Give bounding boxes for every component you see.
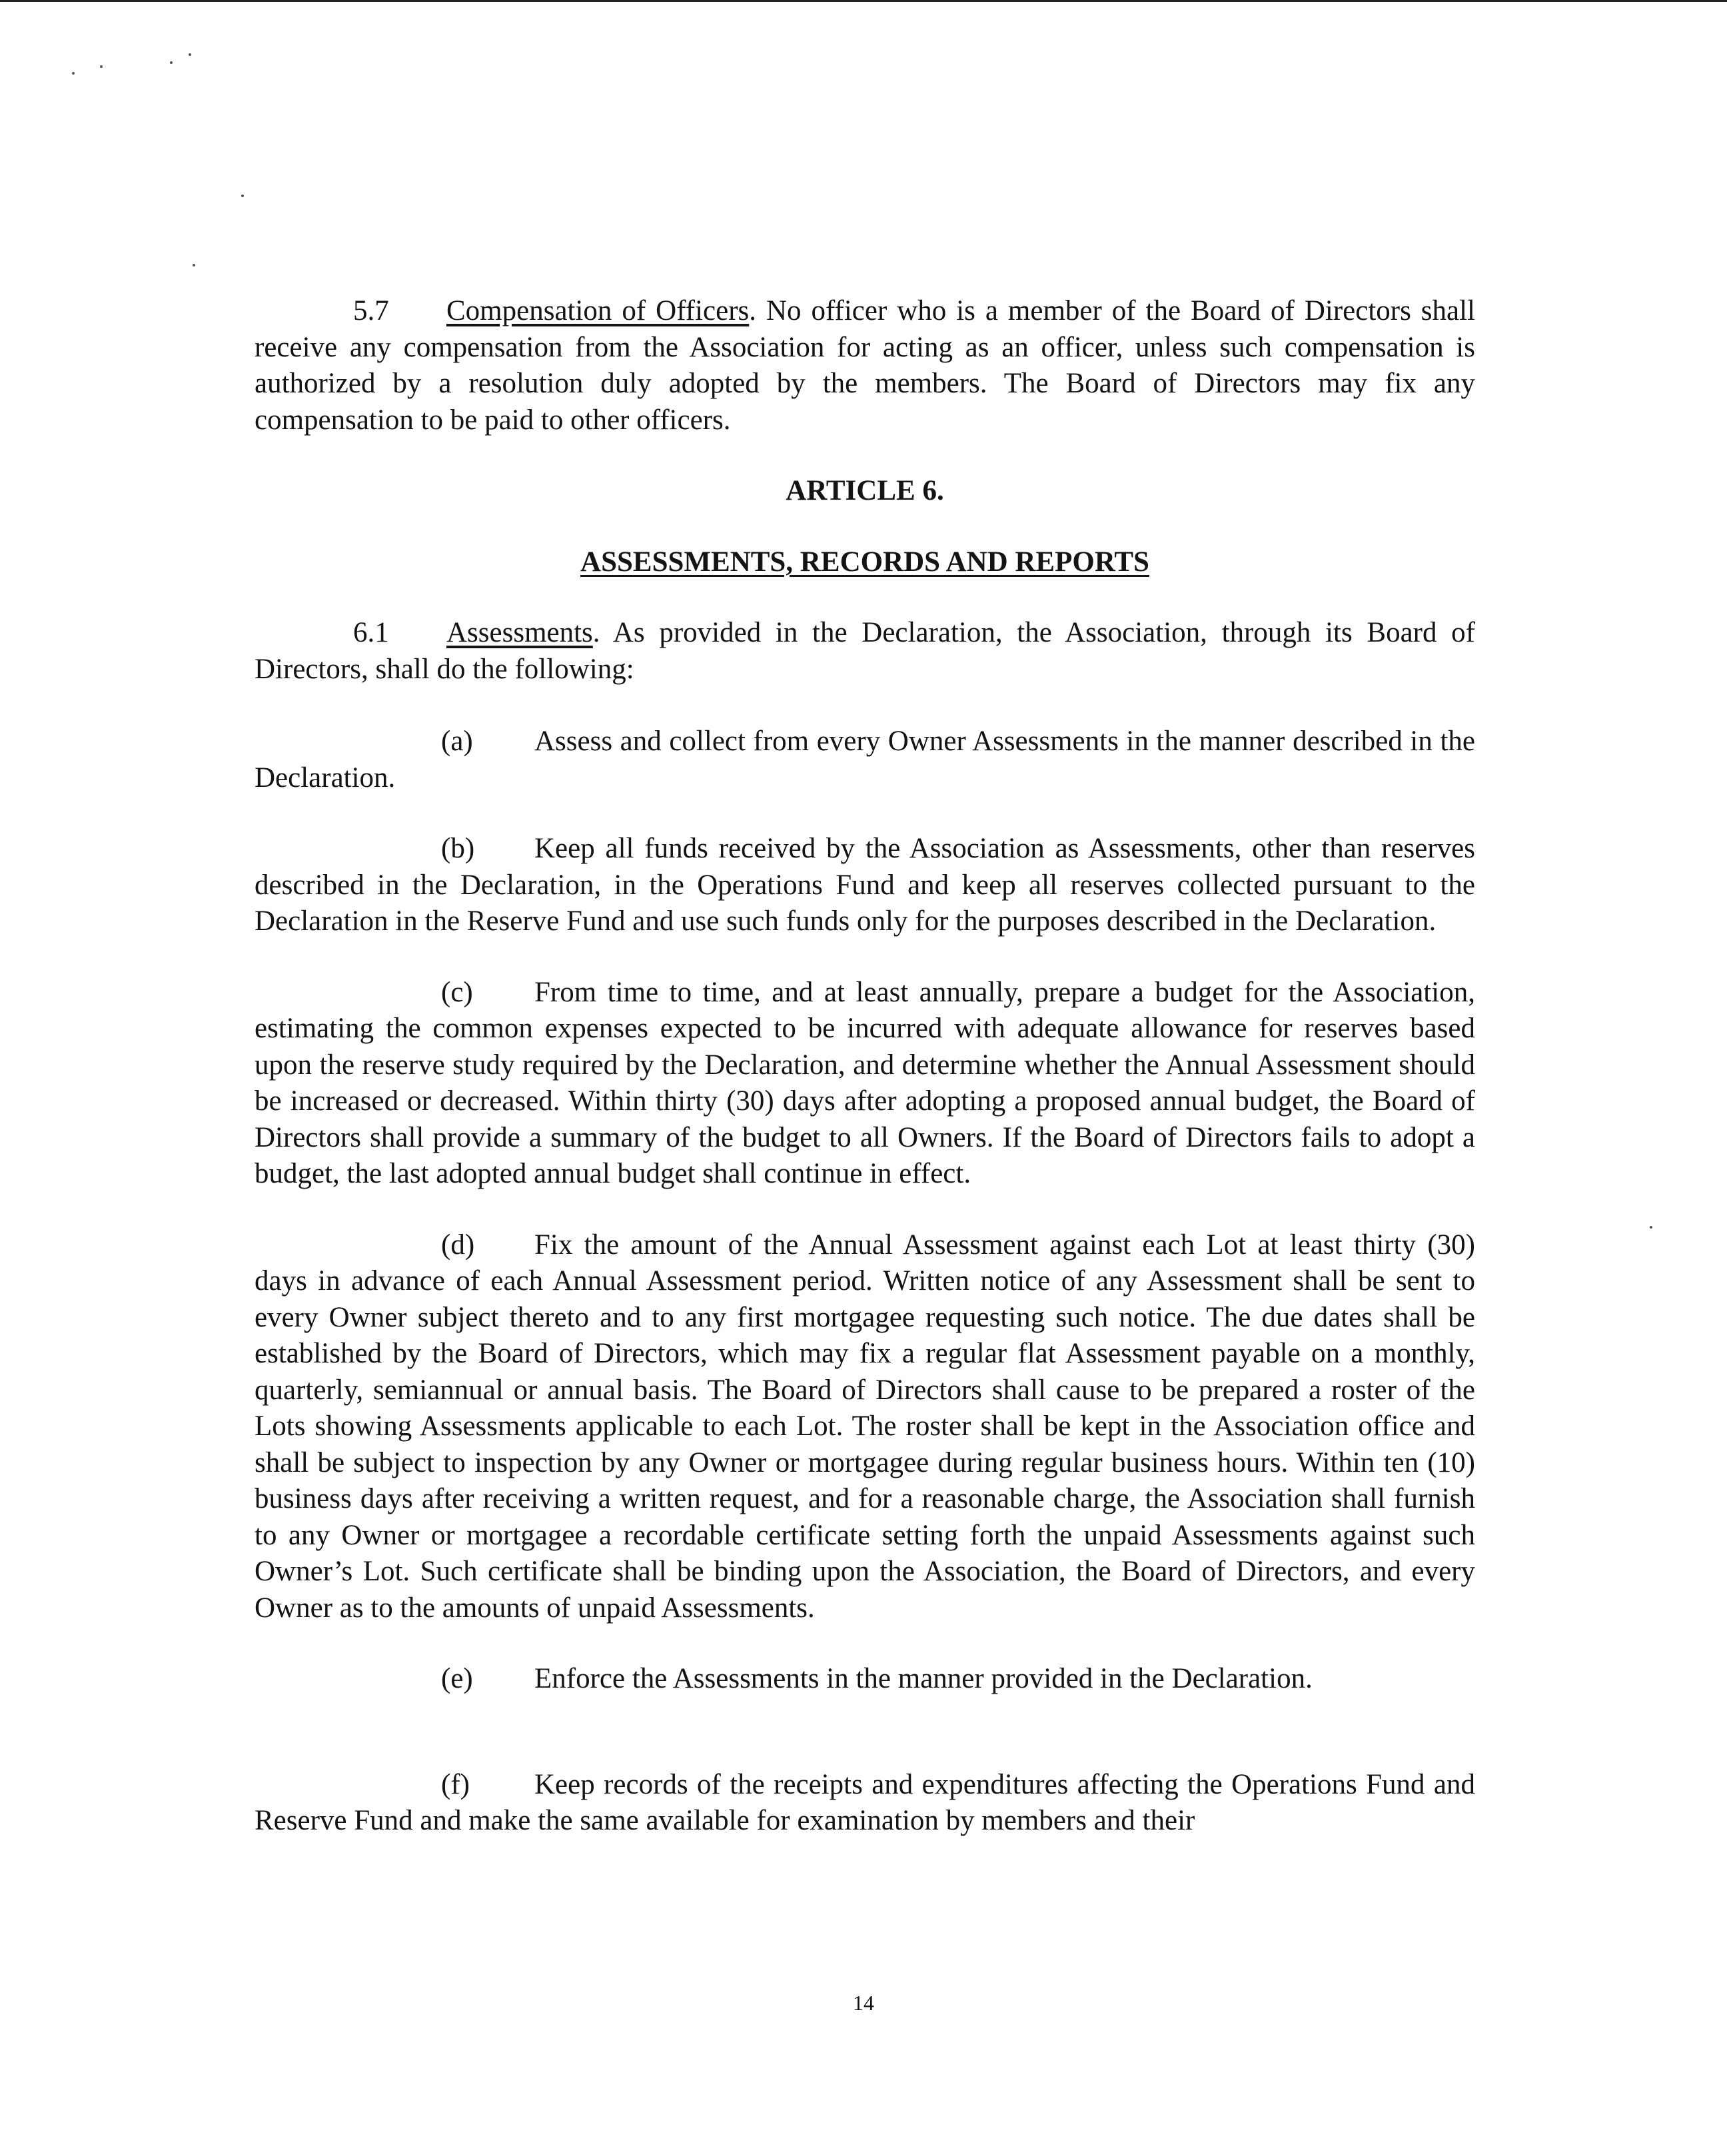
scan-speck bbox=[189, 53, 191, 56]
article-heading: ARTICLE 6. bbox=[786, 475, 944, 506]
document-body bbox=[255, 293, 1475, 1840]
article-subheading: ASSESSMENTS, RECORDS AND REPORTS bbox=[580, 546, 1149, 578]
scan-speck bbox=[100, 65, 103, 68]
section-title: Assessments bbox=[446, 617, 593, 648]
scan-speck bbox=[72, 72, 75, 75]
scan-speck bbox=[1650, 1226, 1652, 1229]
item-text: Keep all funds received by the Association as Assessments, other than reserves described in the Declaration, in the Operations Fund and keep all reserves collected pursuant to the Declaration in the Reserve Fund and use such funds only for the purposes described in the Declaration. bbox=[255, 833, 1475, 937]
scan-speck bbox=[241, 195, 244, 197]
list-item bbox=[255, 1661, 1475, 1698]
page-number: 14 bbox=[853, 1991, 874, 2015]
section-text: . No officer who is a member of the Board of Directors shall receive any compensation from the Association for acting as an officer, unless such compensation is authorized by a resolution duly adopted by the members. The Board of Directors may fix any compensation to be paid to other officers. bbox=[255, 295, 1475, 436]
section-number: 6.1 bbox=[353, 617, 389, 648]
list-item bbox=[255, 1767, 1475, 1840]
item-text: Keep records of the receipts and expenditures affecting the Operations Fund and Reserve Fund and make the same available for examination by members and their bbox=[255, 1768, 1475, 1836]
scan-speck bbox=[193, 264, 195, 267]
item-label: (c) bbox=[441, 976, 473, 1008]
item-label: (b) bbox=[441, 833, 475, 864]
item-label: (a) bbox=[441, 726, 473, 757]
item-label: (f) bbox=[441, 1768, 470, 1800]
list-item bbox=[255, 1227, 1475, 1627]
item-text: Enforce the Assessments in the manner provided in the Declaration. bbox=[534, 1663, 1313, 1694]
section-text: . As provided in the Declaration, the Association, through its Board of Directors, shall do the following: bbox=[255, 617, 1475, 685]
scan-speck bbox=[170, 61, 173, 64]
item-label: (e) bbox=[441, 1663, 473, 1694]
item-label: (d) bbox=[441, 1229, 475, 1261]
list-item bbox=[255, 831, 1475, 940]
item-text: Fix the amount of the Annual Assessment against each Lot at least thirty (30) days in advance of each Annual Assessment period. Written notice of any Assessment shall be sent to every Owner subject thereto and to any first mortgagee requesting such notice. The due dates shall be established by the Board of Directors, which may fix a regular flat Assessment payable on a monthly, quarterly, semiannual or annual basis. The Board of Directors shall cause to be prepared a roster of the Lots showing Assessments applicable to each Lot. The roster shall be kept in the Association office and shall be subject to inspection by any Owner or mortgagee during regular business hours. Within ten (10) business days after receiving a written request, and for a reasonable charge, the Association shall furnish to any Owner or mortgagee a recordable certificate setting forth the unpaid Assessments against such Owner’s Lot. Such certificate shall be binding upon the Association, the Board of Directors, and every Owner as to the amounts of unpaid Assessments. bbox=[255, 1229, 1475, 1624]
item-text: From time to time, and at least annually, prepare a budget for the Association, estimating the common expenses expected to be incurred with adequate allowance for reserves based upon the reserve study required by the Declaration, and determine whether the Annual Assessment should be increased or decreased. Within thirty (30) days after adopting a proposed annual budget, the Board of Directors shall provide a summary of the budget to all Owners. If the Board of Directors fails to adopt a budget, the last adopted annual budget shall continue in effect. bbox=[255, 976, 1475, 1189]
list-item bbox=[255, 724, 1475, 796]
section-number: 5.7 bbox=[353, 295, 389, 326]
section-6-1 bbox=[255, 615, 1475, 688]
page-top-edge bbox=[0, 0, 1727, 2]
item-text: Assess and collect from every Owner Assessments in the manner described in the Declaration. bbox=[255, 726, 1475, 794]
section-5-7 bbox=[255, 293, 1475, 438]
section-title: Compensation of Officers bbox=[446, 295, 750, 326]
list-item bbox=[255, 975, 1475, 1193]
